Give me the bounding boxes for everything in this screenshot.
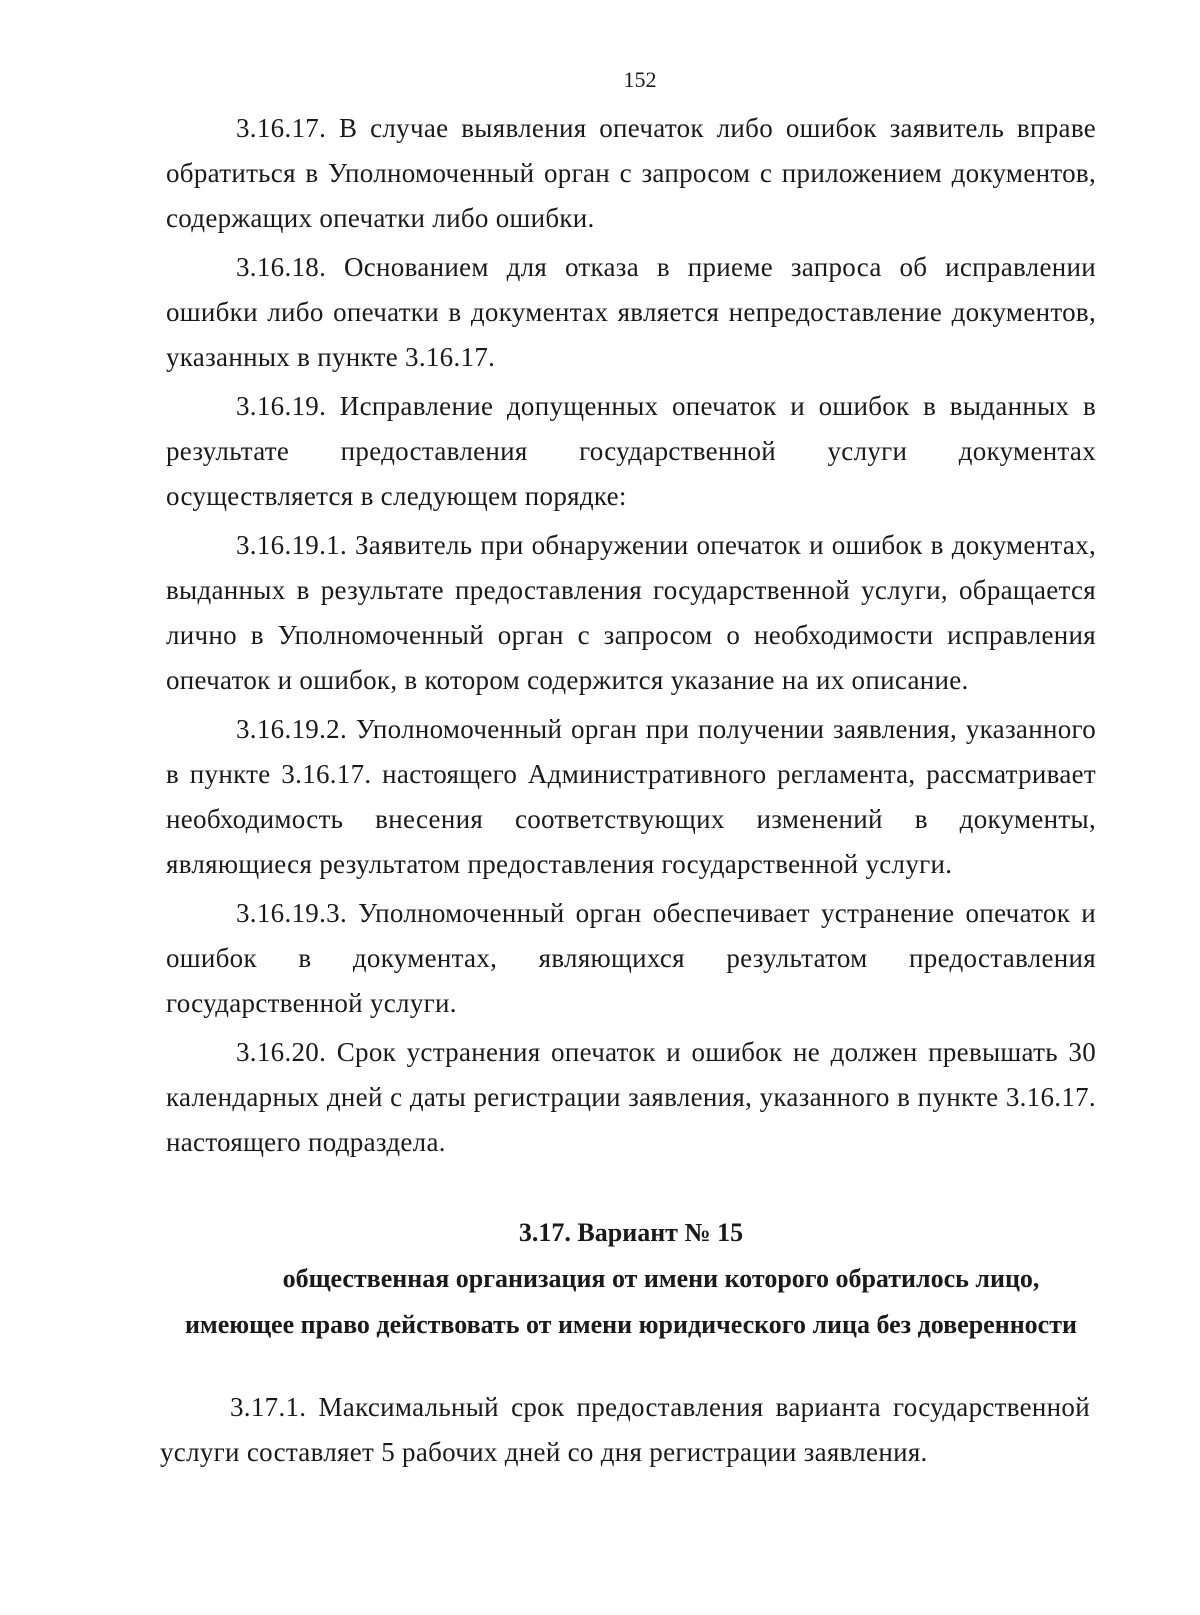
document-body: [166, 106, 1096, 1165]
paragraph-3-16-19-3: 3.16.19.3. Уполномоченный орган обеспечивает устранение опечаток и ошибок в документах, являющихся результатом предоставления государственной услуги.: [166, 898, 1096, 1018]
paragraph-3-16-19-2: 3.16.19.2. Уполномоченный орган при получении заявления, указанного в пункте 3.16.17. настоящего Административного регламента, рассматривает необходимость внесения соответствующих изменений в документы, являющиеся результатом предоставления государственной услуги.: [166, 714, 1096, 879]
section-subtitle-line-1: общественная организация от имени которого обратилось лицо,: [282, 1264, 1040, 1293]
paragraph-3-16-18: 3.16.18. Основанием для отказа в приеме запроса об исправлении ошибки либо опечатки в документах является непредоставление документов, указанных в пункте 3.16.17.: [166, 252, 1096, 372]
section-body: [160, 1385, 1090, 1475]
paragraph-3-16-20: 3.16.20. Срок устранения опечаток и ошибок не должен превышать 30 календарных дней с даты регистрации заявления, указанного в пункте 3.16.17. настоящего подраздела.: [166, 1037, 1096, 1157]
paragraph-3-16-17: 3.16.17. В случае выявления опечаток либо ошибок заявитель вправе обратиться в Уполномоченный орган с запросом с приложением документов, содержащих опечатки либо ошибки.: [166, 113, 1096, 233]
paragraph-3-17-1: 3.17.1. Максимальный срок предоставления варианта государственной услуги составляет 5 рабочих дней со дня регистрации заявления.: [160, 1392, 1090, 1467]
page-number: 152: [623, 67, 657, 92]
paragraph-3-16-19: 3.16.19. Исправление допущенных опечаток и ошибок в выданных в результате предоставления государственной услуги документах осуществляется в следующем порядке:: [166, 391, 1096, 511]
paragraph-3-16-19-1: 3.16.19.1. Заявитель при обнаружении опечаток и ошибок в документах, выданных в результате предоставления государственной услуги, обращается лично в Уполномоченный орган с запросом о необходимости исправления опечаток и ошибок, в котором содержится указание на их описание.: [166, 530, 1096, 695]
section-subtitle-line-2: имеющее право действовать от имени юридического лица без доверенности: [185, 1310, 1077, 1339]
section-title: 3.17. Вариант № 15: [518, 1218, 744, 1247]
section-heading: [166, 1210, 1096, 1348]
